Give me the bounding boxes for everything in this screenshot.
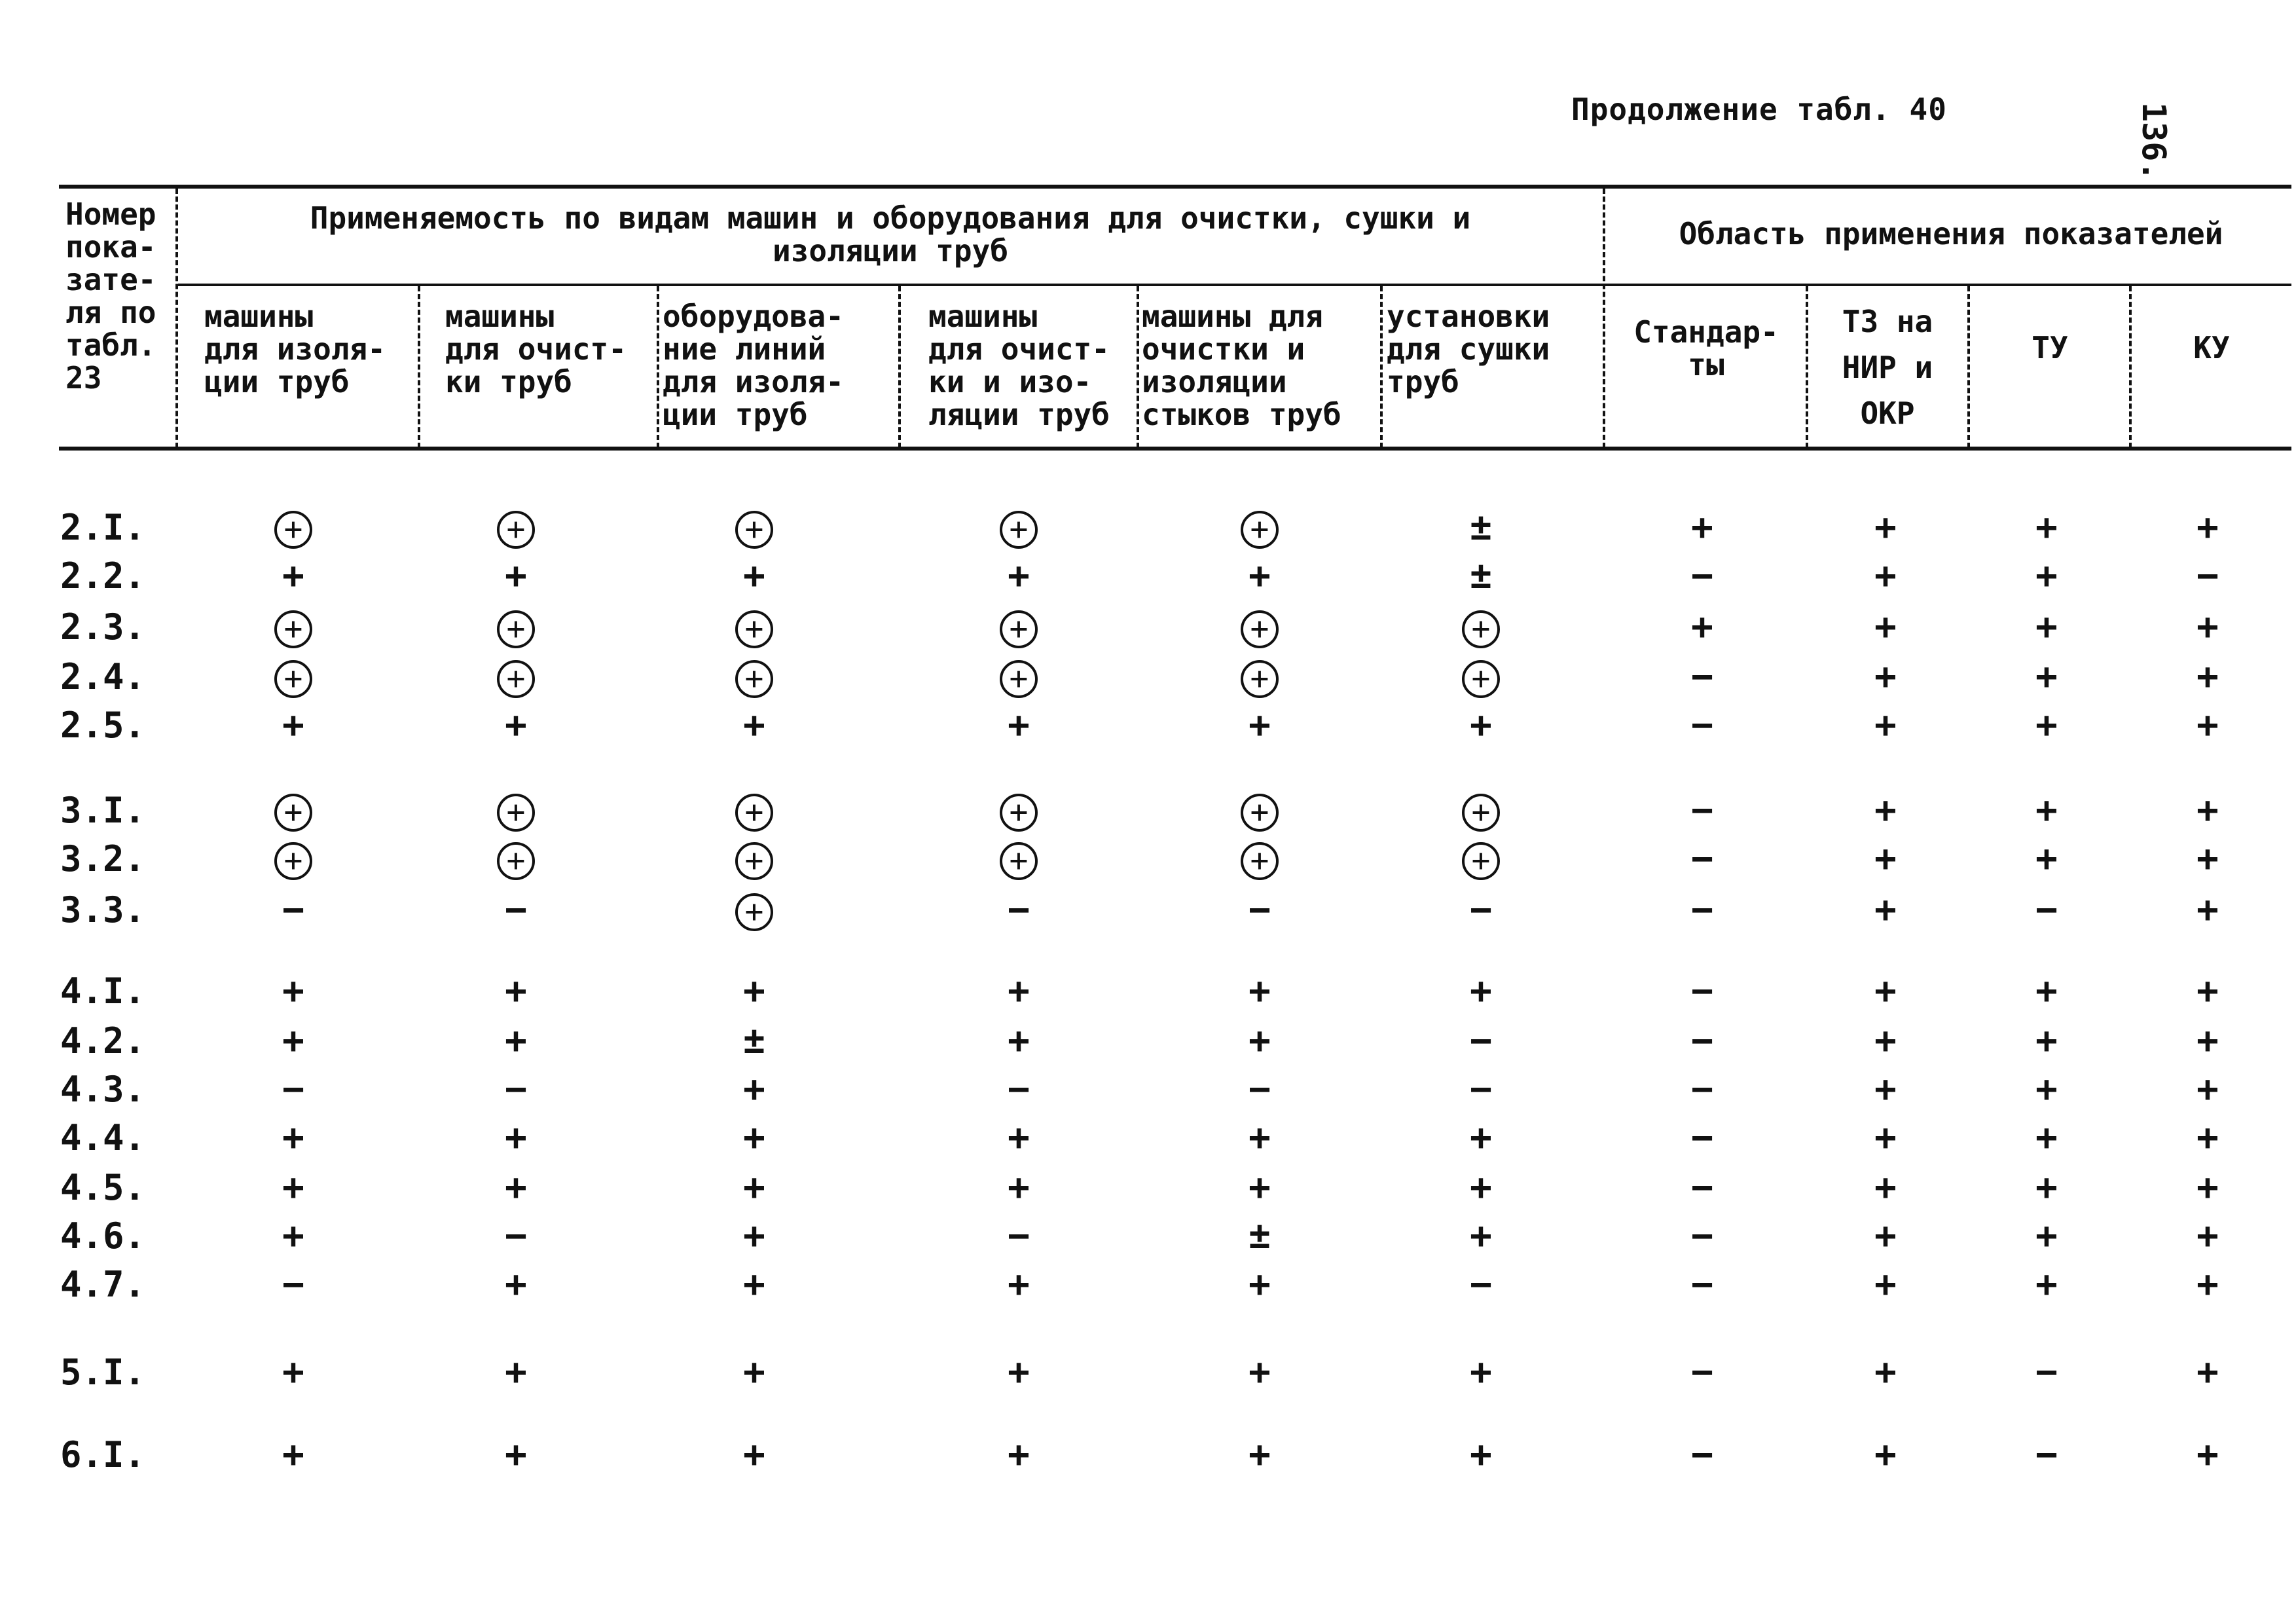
table-cell-plus-mark: + (1874, 789, 1897, 832)
table-cell-plus-mark: + (2196, 1020, 2219, 1062)
table-cell-plus-mark: + (1874, 606, 1897, 648)
table-cell-plus-mark: + (1874, 704, 1897, 747)
table-cell-plus-mark: + (1470, 1166, 1492, 1209)
circled-plus-icon: + (497, 842, 535, 880)
table-cell-plus-mark: + (1008, 555, 1030, 597)
table-cell-plus-mark: + (505, 704, 527, 747)
table-cell-plus-mark: + (282, 1116, 304, 1159)
table-cell-circled-plus-mark (254, 840, 333, 880)
table-cell-plus-mark: + (2035, 1166, 2058, 1209)
table-cell-plus-mark: + (505, 1351, 527, 1393)
table-cell-plus-mark: + (282, 1351, 304, 1393)
row-number: 3.3. (60, 889, 146, 931)
row-number: 3.2. (60, 838, 146, 879)
table-cell-plus-mark: + (1008, 704, 1030, 747)
table-cell-minus-mark: − (1691, 889, 1713, 931)
table-cell-plus-mark: + (743, 1215, 765, 1257)
table-cell-plus-mark: + (1470, 1116, 1492, 1159)
table-cell-plus-mark: + (1874, 1263, 1897, 1306)
table-cell-minus-mark: − (1691, 1215, 1713, 1257)
table-cell-plus-mark: + (743, 1263, 765, 1306)
table-cell-plus-mark: + (1248, 1351, 1271, 1393)
table-cell-circled-plus-mark (979, 508, 1058, 549)
table-cell-minus-mark: − (1470, 1263, 1492, 1306)
table-cell-minus-mark: − (1248, 889, 1271, 931)
subheader-clean-insulate-machines: машины для очист- ки и изо- ляции труб (928, 299, 1110, 432)
table-cell-minus-mark: − (1691, 1166, 1713, 1209)
table-cell-minus-mark: − (505, 1068, 527, 1111)
circled-plus-icon: + (497, 511, 535, 549)
table-cell-circled-plus-mark (1442, 840, 1520, 880)
table-cell-circled-plus-mark (477, 508, 555, 549)
table-cell-plus-mark: + (1470, 1433, 1492, 1476)
table-cell-plus-mark: + (1874, 1351, 1897, 1393)
subheader-tz-nir-okr: ТЗ на НИР и ОКР (1842, 304, 1933, 431)
table-cell-plus-mark: + (2035, 789, 2058, 832)
table-cell-minus-mark: − (1248, 1068, 1271, 1111)
table-cell-circled-plus-mark (979, 657, 1058, 698)
subheader-standards: Стандар- ты (1633, 314, 1779, 382)
continuation-caption: Продолжение табл. 40 (1571, 92, 1947, 127)
table-cell-plus-mark: + (1874, 655, 1897, 698)
table-cell-circled-plus-mark (254, 608, 333, 648)
table-cell-circled-plus-mark (979, 791, 1058, 832)
subheader-insulation-machines: машины для изоля- ции труб (204, 299, 386, 399)
table-cell-plus-mark: + (1248, 704, 1271, 747)
table-cell-plus-mark: + (1470, 1215, 1492, 1257)
table-cell-circled-plus-mark (1220, 508, 1299, 549)
table-cell-plus-mark: + (2035, 506, 2058, 549)
table-cell-plus-mark: + (2196, 970, 2219, 1012)
table-cell-minus-mark: − (1691, 838, 1713, 880)
header-applicability-group: Применяемость по видам машин и оборудования для очистки, сушки и изоляции труб (310, 200, 1471, 268)
table-cell-plus-mark: + (2196, 704, 2219, 747)
table-cell-plus-mark: + (1874, 1433, 1897, 1476)
table-cell-plus-mark: + (1470, 970, 1492, 1012)
table-cell-plus-mark: + (282, 1215, 304, 1257)
table-cell-plus-mark: + (1691, 506, 1713, 549)
table-cell-plus-mark: + (743, 1068, 765, 1111)
table-cell-minus-mark: − (1691, 1068, 1713, 1111)
circled-plus-icon: + (497, 660, 535, 698)
circled-plus-icon: + (1000, 511, 1038, 549)
circled-plus-icon: + (274, 610, 312, 648)
table-cell-plus-mark: + (2035, 1020, 2058, 1062)
table-cell-circled-plus-mark (254, 791, 333, 832)
table-cell-plus-mark: + (2196, 1215, 2219, 1257)
row-number: 4.7. (60, 1264, 146, 1305)
table-cell-circled-plus-mark (715, 840, 793, 880)
col-sep-1 (418, 286, 420, 448)
table-cell-plus-mark: + (1470, 704, 1492, 747)
table-cell-plus-mark: + (2035, 655, 2058, 698)
table-cell-plus-mark: + (505, 1263, 527, 1306)
table-cell-plus-mark: + (1008, 1020, 1030, 1062)
table-cell-plus-mark: + (2035, 606, 2058, 648)
table-cell-plus-mark: + (282, 555, 304, 597)
table-cell-plus-mark: + (1248, 1116, 1271, 1159)
table-cell-plus-mark: + (743, 1166, 765, 1209)
table-cell-circled-plus-mark (477, 791, 555, 832)
table-cell-minus-mark: − (1691, 655, 1713, 698)
table-cell-minus-mark: − (282, 1263, 304, 1306)
table-cell-plus-mark: + (2196, 1263, 2219, 1306)
table-cell-plus-mark: + (2196, 789, 2219, 832)
col-sep-3 (898, 286, 901, 448)
table-cell-plus-mark: + (1248, 1020, 1271, 1062)
circled-plus-icon: + (497, 794, 535, 832)
subheader-insulation-lines: оборудова- ние линий для изоля- ции труб (663, 299, 844, 432)
table-cell-minus-mark: − (2035, 1433, 2058, 1476)
table-cell-plus-mark: + (1248, 555, 1271, 597)
table-cell-minus-mark: − (1691, 1020, 1713, 1062)
circled-plus-icon: + (1000, 660, 1038, 698)
table-cell-plus-mark: + (1874, 1166, 1897, 1209)
table-cell-circled-plus-mark (1220, 657, 1299, 698)
row-number: 2.5. (60, 705, 146, 746)
table-cell-plus-mark: + (2035, 704, 2058, 747)
table-cell-minus-mark: − (1691, 1263, 1713, 1306)
table-cell-plus-mark: + (743, 704, 765, 747)
table-cell-minus-mark: − (1691, 789, 1713, 832)
row-number: 4.5. (60, 1167, 146, 1208)
table-cell-plus-mark: + (282, 1433, 304, 1476)
row-number: 3.I. (60, 790, 146, 831)
col-sep-9 (2129, 286, 2132, 448)
table-cell-minus-mark: − (1470, 1068, 1492, 1111)
circled-plus-icon: + (1241, 842, 1279, 880)
row-number: 4.2. (60, 1020, 146, 1061)
table-cell-plus-mark: + (1874, 506, 1897, 549)
circled-plus-icon: + (497, 610, 535, 648)
table-cell-minus-mark: − (505, 1215, 527, 1257)
table-cell-circled-plus-mark (1220, 840, 1299, 880)
circled-plus-icon: + (274, 660, 312, 698)
row-number: 4.I. (60, 970, 146, 1012)
circled-plus-icon: + (1000, 610, 1038, 648)
table-cell-circled-plus-mark (1220, 791, 1299, 832)
circled-plus-icon: + (735, 511, 773, 549)
circled-plus-icon: + (735, 610, 773, 648)
table-group-rule (178, 284, 2291, 286)
circled-plus-icon: + (1462, 794, 1500, 832)
table-header-bottom-rule (59, 447, 2291, 451)
row-number: 4.4. (60, 1117, 146, 1158)
table-cell-plus-mark: + (1874, 889, 1897, 931)
table-cell-plus-mark: + (1008, 970, 1030, 1012)
table-cell-circled-plus-mark (254, 657, 333, 698)
circled-plus-icon: + (1462, 660, 1500, 698)
subheader-cleaning-machines: машины для очист- ки труб (445, 299, 627, 399)
col-sep-8 (1967, 286, 1970, 448)
header-number-column: Номер пока- зате- ля по табл. 23 (65, 196, 156, 396)
circled-plus-icon: + (735, 893, 773, 931)
table-cell-minus-mark: − (1008, 1215, 1030, 1257)
table-cell-minus-mark: − (282, 1068, 304, 1111)
table-cell-circled-plus-mark (715, 791, 793, 832)
table-cell-minus-mark: − (2035, 1351, 2058, 1393)
table-cell-plus-mark: + (2035, 1215, 2058, 1257)
table-cell-circled-plus-mark (715, 508, 793, 549)
table-cell-plus-mark: + (2035, 1068, 2058, 1111)
table-cell-plus-mark: + (505, 1116, 527, 1159)
subheader-tu: ТУ (2032, 330, 2068, 365)
table-cell-plus-mark: + (743, 1116, 765, 1159)
table-cell-circled-plus-mark (1442, 791, 1520, 832)
table-cell-plus-mark: + (2035, 838, 2058, 880)
row-number: 2.2. (60, 555, 146, 597)
circled-plus-icon: + (735, 660, 773, 698)
table-cell-plus-mark: + (1248, 1263, 1271, 1306)
table-cell-plus-mark: + (1008, 1116, 1030, 1159)
table-cell-circled-plus-mark (477, 657, 555, 698)
table-cell-circled-plus-mark (477, 608, 555, 648)
table-cell-plus-mark: + (505, 970, 527, 1012)
row-number: 6.I. (60, 1434, 146, 1475)
table-cell-plus-mark: + (1008, 1263, 1030, 1306)
table-cell-plus-mark: + (1874, 1116, 1897, 1159)
row-number: 2.I. (60, 507, 146, 548)
table-cell-plus-mark: + (2196, 1433, 2219, 1476)
table-cell-minus-mark: − (1008, 1068, 1030, 1111)
table-cell-plus-mark: + (2035, 970, 2058, 1012)
table-cell-plus-mark: + (2196, 1351, 2219, 1393)
table-cell-minus-mark: − (282, 889, 304, 931)
circled-plus-icon: + (735, 842, 773, 880)
circled-plus-icon: + (1462, 842, 1500, 880)
table-cell-minus-mark: − (1470, 889, 1492, 931)
table-cell-plus-minus-mark: ± (743, 1020, 765, 1062)
table-cell-plus-minus-mark: ± (1470, 506, 1492, 549)
table-cell-minus-mark: − (1008, 889, 1030, 931)
table-cell-circled-plus-mark (715, 891, 793, 931)
table-cell-plus-mark: + (2035, 1116, 2058, 1159)
circled-plus-icon: + (274, 511, 312, 549)
table-cell-plus-mark: + (743, 555, 765, 597)
table-cell-plus-mark: + (1008, 1433, 1030, 1476)
table-cell-circled-plus-mark (979, 608, 1058, 648)
table-cell-circled-plus-mark (477, 840, 555, 880)
table-cell-plus-mark: + (1008, 1166, 1030, 1209)
circled-plus-icon: + (1241, 511, 1279, 549)
circled-plus-icon: + (1241, 794, 1279, 832)
row-number: 2.4. (60, 656, 146, 697)
circled-plus-icon: + (1241, 660, 1279, 698)
table-cell-plus-mark: + (2196, 1068, 2219, 1111)
table-cell-plus-mark: + (2196, 606, 2219, 648)
table-cell-circled-plus-mark (979, 840, 1058, 880)
table-cell-plus-mark: + (1248, 1166, 1271, 1209)
table-cell-plus-mark: + (1874, 838, 1897, 880)
circled-plus-icon: + (274, 842, 312, 880)
table-cell-plus-mark: + (2196, 506, 2219, 549)
subheader-joint-machines: машины для очистки и изоляции стыков труб (1142, 299, 1341, 432)
table-cell-plus-mark: + (1874, 555, 1897, 597)
circled-plus-icon: + (1000, 842, 1038, 880)
header-application-area-group: Область применения показателей (1679, 216, 2223, 251)
table-cell-minus-mark: − (2196, 555, 2219, 597)
table-cell-plus-mark: + (282, 1166, 304, 1209)
circled-plus-icon: + (735, 794, 773, 832)
table-cell-plus-mark: + (1691, 606, 1713, 648)
row-number: 4.3. (60, 1069, 146, 1110)
table-cell-circled-plus-mark (1220, 608, 1299, 648)
table-cell-minus-mark: − (2035, 889, 2058, 931)
table-cell-plus-mark: + (505, 1166, 527, 1209)
table-cell-minus-mark: − (1691, 1116, 1713, 1159)
table-cell-plus-mark: + (1470, 1351, 1492, 1393)
table-cell-plus-minus-mark: ± (1470, 555, 1492, 597)
table-cell-plus-mark: + (1248, 1433, 1271, 1476)
table-cell-circled-plus-mark (1442, 608, 1520, 648)
col-sep-2 (657, 286, 659, 448)
table-cell-plus-mark: + (505, 1020, 527, 1062)
table-cell-circled-plus-mark (715, 657, 793, 698)
table-cell-plus-mark: + (2196, 889, 2219, 931)
table-cell-plus-mark: + (743, 970, 765, 1012)
table-cell-plus-mark: + (2035, 1263, 2058, 1306)
row-number: 4.6. (60, 1215, 146, 1257)
table-cell-minus-mark: − (505, 889, 527, 931)
row-number: 2.3. (60, 606, 146, 648)
table-cell-plus-mark: + (282, 1020, 304, 1062)
col-sep-group (1603, 189, 1605, 448)
table-cell-plus-mark: + (1874, 1215, 1897, 1257)
col-sep-7 (1806, 286, 1808, 448)
table-cell-plus-mark: + (282, 704, 304, 747)
table-cell-plus-mark: + (2196, 1116, 2219, 1159)
table-cell-plus-mark: + (2196, 1166, 2219, 1209)
table-cell-plus-mark: + (282, 970, 304, 1012)
table-cell-plus-mark: + (1008, 1351, 1030, 1393)
table-cell-plus-mark: + (2196, 838, 2219, 880)
table-cell-plus-mark: + (2196, 655, 2219, 698)
table-cell-circled-plus-mark (254, 508, 333, 549)
table-cell-plus-mark: + (505, 1433, 527, 1476)
circled-plus-icon: + (1462, 610, 1500, 648)
table-cell-plus-mark: + (2035, 555, 2058, 597)
table-top-rule (59, 185, 2291, 189)
subheader-drying-units: установки для сушки труб (1387, 299, 1550, 399)
table-cell-plus-mark: + (743, 1433, 765, 1476)
table-cell-plus-minus-mark: ± (1248, 1215, 1271, 1257)
table-cell-minus-mark: − (1691, 1351, 1713, 1393)
table-cell-circled-plus-mark (715, 608, 793, 648)
table-cell-minus-mark: − (1691, 970, 1713, 1012)
table-cell-circled-plus-mark (1442, 657, 1520, 698)
circled-plus-icon: + (274, 794, 312, 832)
table-cell-plus-mark: + (1248, 970, 1271, 1012)
circled-plus-icon: + (1241, 610, 1279, 648)
table-cell-plus-mark: + (1874, 1020, 1897, 1062)
subheader-ku: КУ (2193, 330, 2230, 365)
table-cell-plus-mark: + (1874, 970, 1897, 1012)
row-number: 5.I. (60, 1352, 146, 1393)
page-number: 136. (2135, 102, 2173, 181)
col-sep-4 (1137, 286, 1139, 448)
col-sep-number (175, 189, 178, 448)
table-cell-minus-mark: − (1691, 1433, 1713, 1476)
table-cell-minus-mark: − (1691, 555, 1713, 597)
col-sep-5 (1380, 286, 1383, 448)
table-cell-minus-mark: − (1691, 704, 1713, 747)
table-cell-plus-mark: + (1874, 1068, 1897, 1111)
circled-plus-icon: + (1000, 794, 1038, 832)
table-cell-plus-mark: + (505, 555, 527, 597)
table-cell-minus-mark: − (1470, 1020, 1492, 1062)
table-cell-plus-mark: + (743, 1351, 765, 1393)
